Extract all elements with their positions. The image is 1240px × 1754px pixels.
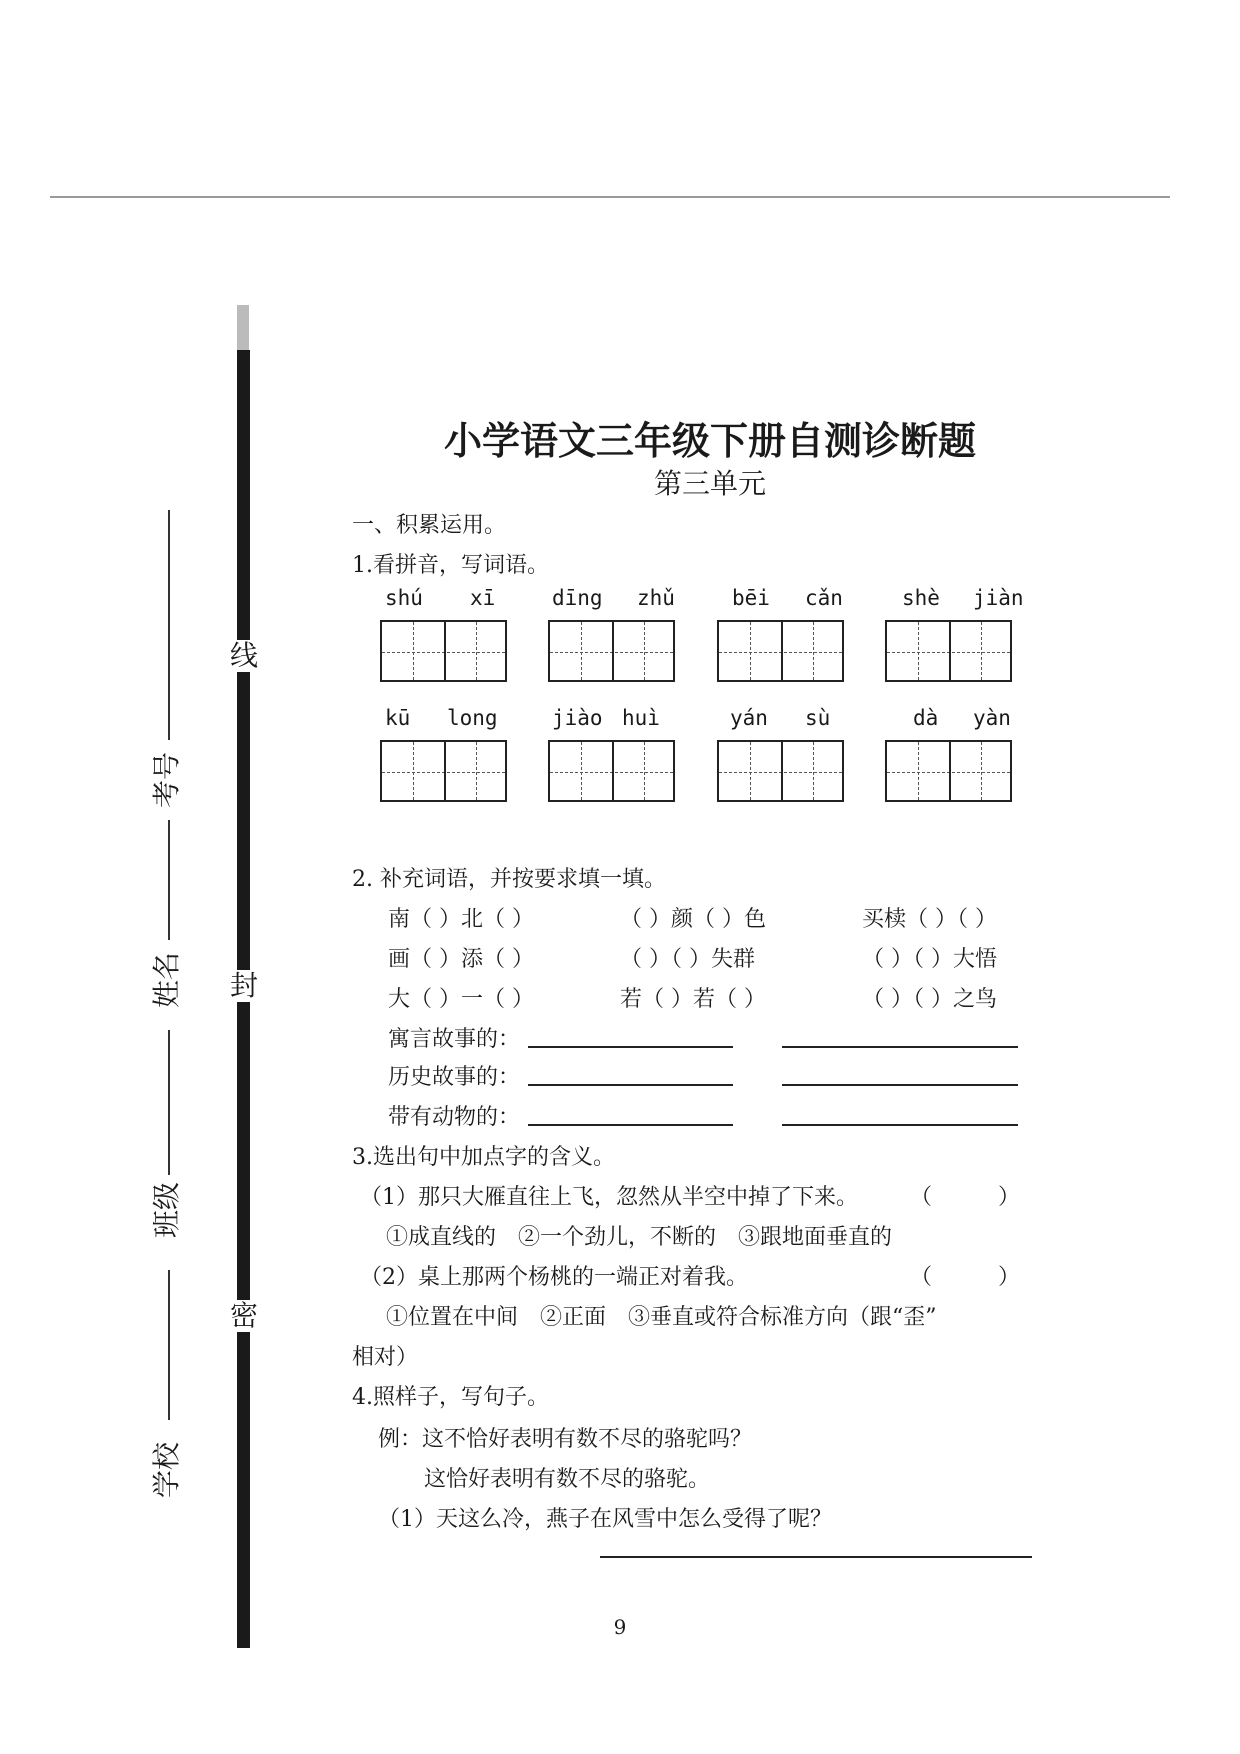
binding-char-mi: 密 bbox=[230, 1299, 259, 1332]
pinyin: sù bbox=[805, 706, 831, 730]
fill-label: 历史故事的： bbox=[388, 1065, 521, 1090]
q4-label: 4.照样子，写句子。 bbox=[352, 1385, 549, 1410]
side-label-exam-no: 考号 bbox=[150, 751, 183, 808]
q3-options: ①位置在中间 ②正面 ③垂直或符合标准方向（跟“歪” bbox=[386, 1305, 937, 1330]
q4-example: 例：这不恰好表明有数不尽的骆驼吗？ bbox=[378, 1427, 753, 1452]
q3-sentence: （2）桌上那两个杨桃的一端正对着我。 bbox=[360, 1265, 748, 1290]
side-rule-class bbox=[168, 1030, 170, 1175]
idiom-blank[interactable]: 南（ ）北（ ） bbox=[388, 907, 534, 932]
writing-box[interactable] bbox=[548, 740, 675, 802]
q3-label: 3.选出句中加点字的含义。 bbox=[352, 1145, 615, 1170]
pinyin: shè bbox=[902, 586, 940, 610]
idiom-blank[interactable]: 买椟（ ）（ ） bbox=[862, 907, 997, 932]
binding-char-feng: 封 bbox=[230, 969, 259, 1002]
writing-box[interactable] bbox=[885, 620, 1012, 682]
fill-label: 带有动物的： bbox=[388, 1105, 521, 1130]
side-label-school: 学校 bbox=[150, 1441, 183, 1498]
pinyin: dīng bbox=[552, 586, 603, 610]
idiom-blank[interactable]: （ ）（ ）失群 bbox=[620, 947, 755, 972]
answer-bracket[interactable]: （ ） bbox=[910, 1185, 1021, 1210]
writing-box[interactable] bbox=[717, 740, 844, 802]
answer-line[interactable] bbox=[782, 1084, 1018, 1086]
idiom-blank[interactable]: （ ）（ ）大悟 bbox=[862, 947, 997, 972]
pinyin: yàn bbox=[973, 706, 1011, 730]
pinyin: dà bbox=[913, 706, 939, 730]
scan-edge-line bbox=[50, 196, 1170, 198]
pinyin: bēi bbox=[732, 586, 770, 610]
answer-line[interactable] bbox=[782, 1124, 1018, 1126]
q3-sentence: （1）那只大雁直往上飞，忽然从半空中掉了下来。 bbox=[360, 1185, 858, 1210]
idiom-blank[interactable]: （ ）（ ）之鸟 bbox=[862, 987, 997, 1012]
fill-label: 寓言故事的： bbox=[388, 1027, 521, 1052]
pinyin: long bbox=[447, 706, 498, 730]
writing-box[interactable] bbox=[548, 620, 675, 682]
page-number: 9 bbox=[613, 1615, 627, 1639]
page-subtitle: 第三单元 bbox=[653, 467, 766, 500]
side-rule-name bbox=[168, 820, 170, 940]
answer-line[interactable] bbox=[782, 1046, 1018, 1048]
pinyin: jiàn bbox=[973, 586, 1024, 610]
idiom-blank[interactable]: （ ）颜（ ）色 bbox=[620, 907, 766, 932]
pinyin: xī bbox=[470, 586, 496, 610]
pinyin: kū bbox=[385, 706, 411, 730]
pinyin: cǎn bbox=[805, 586, 843, 610]
answer-line[interactable] bbox=[528, 1124, 733, 1126]
q2-label: 2. 补充词语，并按要求填一填。 bbox=[352, 867, 666, 892]
binding-char-xian: 线 bbox=[230, 639, 259, 672]
pinyin: jiào bbox=[552, 706, 603, 730]
answer-line[interactable] bbox=[600, 1556, 1032, 1558]
side-rule-school bbox=[168, 1270, 170, 1420]
q3-options-cont: 相对） bbox=[352, 1345, 419, 1370]
q1-label: 1.看拼音，写词语。 bbox=[352, 553, 549, 578]
side-label-name: 姓名 bbox=[150, 951, 183, 1008]
idiom-blank[interactable]: 画（ ）添（ ） bbox=[388, 947, 534, 972]
pinyin: yán bbox=[730, 706, 768, 730]
q3-options: ①成直线的 ②一个劲儿，不断的 ③跟地面垂直的 bbox=[386, 1225, 893, 1250]
side-label-class: 班级 bbox=[150, 1181, 183, 1238]
writing-box[interactable] bbox=[717, 620, 844, 682]
pinyin: zhǔ bbox=[637, 586, 675, 610]
section-heading: 一、积累运用。 bbox=[352, 513, 507, 538]
answer-bracket[interactable]: （ ） bbox=[910, 1265, 1021, 1290]
q4-example-answer: 这恰好表明有数不尽的骆驼。 bbox=[424, 1467, 711, 1492]
page-title: 小学语文三年级下册自测诊断题 bbox=[443, 419, 976, 463]
writing-box[interactable] bbox=[380, 740, 507, 802]
answer-line[interactable] bbox=[528, 1046, 733, 1048]
pinyin: shú bbox=[385, 586, 423, 610]
answer-line[interactable] bbox=[528, 1084, 733, 1086]
side-rule-exam-no bbox=[168, 510, 170, 740]
writing-box[interactable] bbox=[885, 740, 1012, 802]
q4-sentence: （1）天这么冷，燕子在风雪中怎么受得了呢？ bbox=[378, 1507, 832, 1532]
writing-box[interactable] bbox=[380, 620, 507, 682]
pinyin: huì bbox=[622, 706, 660, 730]
idiom-blank[interactable]: 若（ ）若（ ） bbox=[620, 987, 766, 1012]
idiom-blank[interactable]: 大（ ）一（ ） bbox=[388, 987, 534, 1012]
